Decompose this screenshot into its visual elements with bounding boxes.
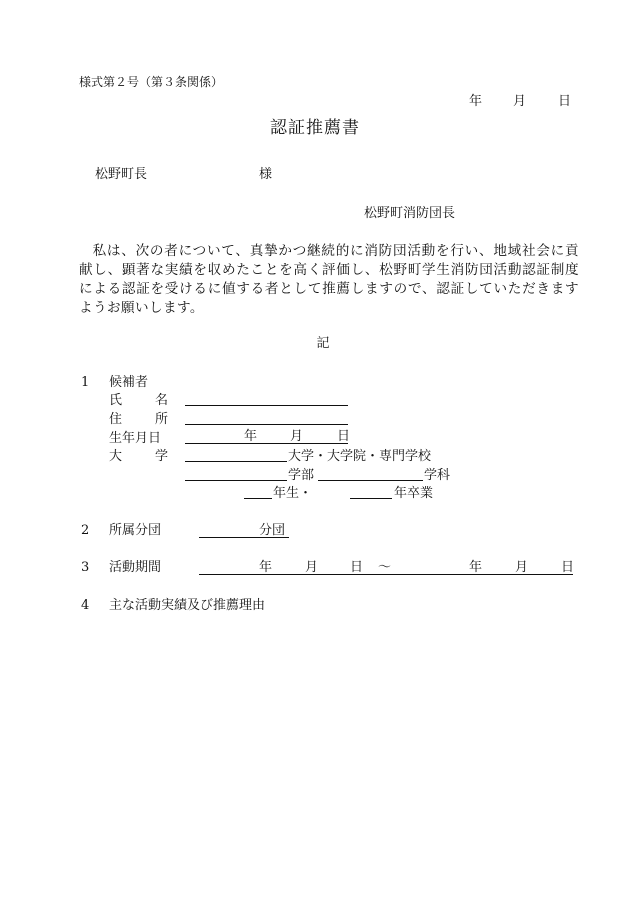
honorific: 様 <box>259 167 273 182</box>
section-label: 活動期間 <box>109 560 162 575</box>
unit-suffix: 分団 <box>259 523 286 538</box>
section-number: 4 <box>81 598 90 613</box>
ki-heading: 記 <box>316 336 330 351</box>
body-paragraph-block <box>79 242 579 318</box>
section-label: 候補者 <box>109 375 149 390</box>
address-field[interactable] <box>185 424 348 425</box>
section-number: 3 <box>81 560 90 575</box>
department-suffix: 学科 <box>424 468 451 483</box>
birth-year-label: 年 <box>244 429 258 444</box>
university-suffix: 大学・大学院・専門学校 <box>288 449 432 464</box>
from-month-label: 月 <box>305 560 319 575</box>
name-label-second: 名 <box>155 393 169 408</box>
name-label-first: 氏 <box>109 393 123 408</box>
body-paragraph: 私は、次の者について、真摯かつ継続的に消防団活動を行い、地域社会に貢献し、顕著な実績を収めたことを高く評価し、松野町学生消防団活動認証制度による認証を受けるに値する者として推薦しますので、認証していただきますようお願いします。 <box>79 243 579 316</box>
date-month: 月 <box>513 94 527 109</box>
university-field[interactable] <box>185 461 287 462</box>
university-label-second: 学 <box>155 449 169 464</box>
section-label: 所属分団 <box>109 523 162 538</box>
address-label-second: 所 <box>155 412 169 427</box>
form-number: 様式第２号（第３条関係） <box>79 75 224 89</box>
department-field[interactable] <box>318 480 423 481</box>
section-number: 2 <box>81 523 90 538</box>
section-label: 主な活動実績及び推薦理由 <box>109 598 266 613</box>
to-year-label: 年 <box>469 560 483 575</box>
graduation-year-field[interactable] <box>350 498 392 499</box>
university-label-first: 大 <box>109 449 123 464</box>
addressee: 松野町長 <box>95 167 148 182</box>
faculty-field[interactable] <box>185 480 287 481</box>
to-month-label: 月 <box>515 560 529 575</box>
document-title: 認証推薦書 <box>270 118 360 138</box>
birthdate-field[interactable] <box>185 443 348 444</box>
graduation-suffix: 年卒業 <box>394 486 434 501</box>
date-year: 年 <box>469 94 483 109</box>
birthdate-label: 生年月日 <box>109 431 162 446</box>
period-tilde: ～ <box>378 560 392 575</box>
name-field[interactable] <box>185 405 348 406</box>
date-day: 日 <box>558 94 572 109</box>
section-number: 1 <box>81 375 90 390</box>
to-day-label: 日 <box>561 560 575 575</box>
from-year-label: 年 <box>259 560 273 575</box>
faculty-suffix: 学部 <box>288 468 315 483</box>
from-day-label: 日 <box>350 560 364 575</box>
sender: 松野町消防団長 <box>364 206 456 221</box>
birth-month-label: 月 <box>290 429 304 444</box>
birth-day-label: 日 <box>337 429 351 444</box>
address-label-first: 住 <box>109 412 123 427</box>
grade-suffix: 年生・ <box>273 486 313 501</box>
grade-field[interactable] <box>244 498 272 499</box>
